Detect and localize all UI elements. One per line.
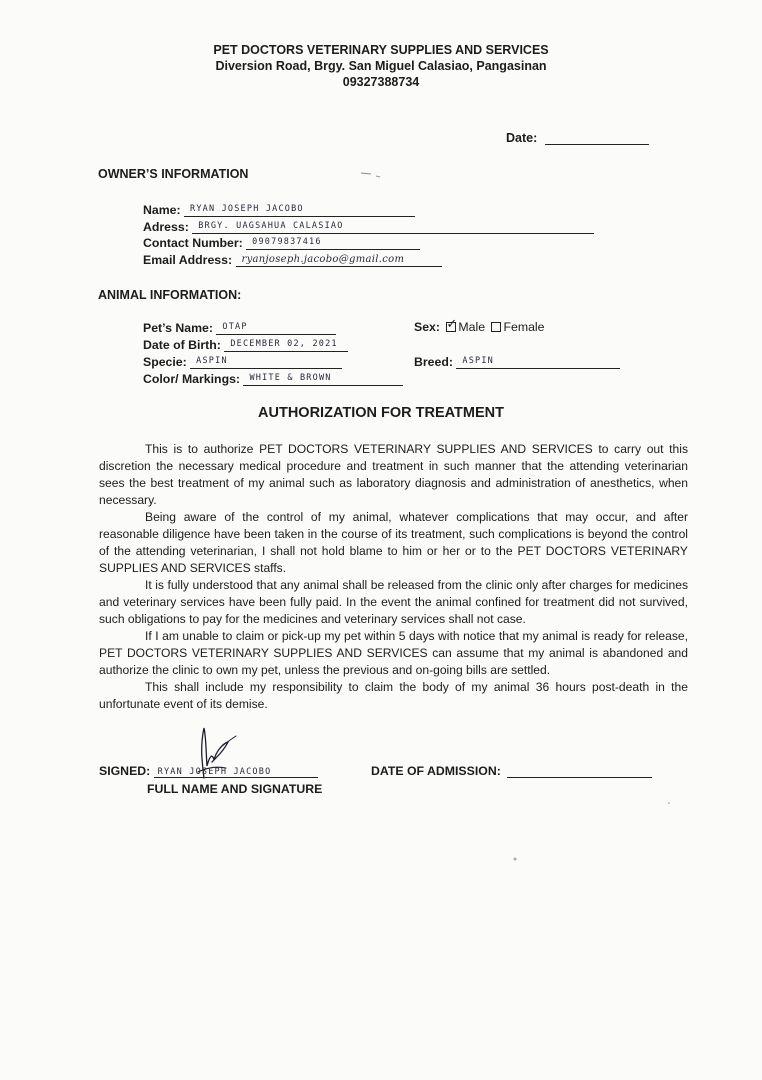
owner-contact-value: 09079837416 xyxy=(246,236,420,250)
checkmark-icon: ✓ xyxy=(446,316,458,331)
pet-color-label: Color/ Markings: xyxy=(143,372,241,386)
owner-email-value: ryanjoseph.jacobo@gmail.com xyxy=(236,253,442,267)
sex-female-label: Female xyxy=(503,320,545,334)
owner-contact-label: Contact Number: xyxy=(143,236,243,250)
pet-dob-value: DECEMBER 02, 2021 xyxy=(224,338,348,352)
signed-name-value: RYAN JOSEPH JACOBO xyxy=(154,767,318,778)
business-name: PET DOCTORS VETERINARY SUPPLIES AND SERVICES xyxy=(213,43,549,57)
pet-breed-value: ASPIN xyxy=(456,355,620,369)
pet-dob-label: Date of Birth: xyxy=(143,338,221,352)
owner-email-label: Email Address: xyxy=(143,253,233,267)
owner-name-value: RYAN JOSEPH JACOBO xyxy=(184,203,415,217)
business-phone: 09327388734 xyxy=(342,75,420,89)
owner-name-label: Name: xyxy=(143,203,181,217)
authorization-paragraph: It is fully understood that any animal shall be released from the clinic only after charges for medicines and veterinary services have been fully paid. In the event the animal confined for treatment did not survived, such obligations to pay for the medicines and veterinary services shall not case. xyxy=(99,578,688,626)
signed-label: SIGNED: xyxy=(99,764,151,778)
admission-date-label: DATE OF ADMISSION: xyxy=(371,764,501,778)
authorization-title: AUTHORIZATION FOR TREATMENT xyxy=(258,405,504,421)
pet-breed-label: Breed: xyxy=(414,355,453,369)
pet-sex-label: Sex: xyxy=(414,320,440,334)
owner-address-label: Adress: xyxy=(143,220,189,234)
pet-name-value: OTAP xyxy=(216,321,336,335)
animal-section-title: ANIMAL INFORMATION: xyxy=(98,288,242,302)
date-label: Date: xyxy=(506,131,538,145)
sex-male-label: Male xyxy=(458,320,486,334)
authorization-paragraph: If I am unable to claim or pick-up my pet within 5 days with notice that my animal is ready for release, PET DOCTORS VETERINARY SUPPLIES AND SERVICES can assume that my animal is abandoned and authorize the clinic to own my pet, unless the previous and on-going bills are settled. xyxy=(99,629,688,677)
authorization-paragraph: This is to authorize PET DOCTORS VETERINARY SUPPLIES AND SERVICES to carry out this discretion the necessary medical procedure and treatment in such manner that the attending veterinarian sees the best treatment of my animal such as laboratory diagnosis and administration of anesthetics, when necessary. xyxy=(99,442,688,507)
pet-specie-label: Specie: xyxy=(143,355,187,369)
owner-section-title: OWNER’S INFORMATION xyxy=(98,167,249,181)
pet-name-label: Pet’s Name: xyxy=(143,321,213,335)
signature-caption: FULL NAME AND SIGNATURE xyxy=(147,782,323,796)
business-address: Diversion Road, Brgy. San Miguel Calasiao, Pangasinan xyxy=(215,59,547,73)
owner-address-value: BRGY. UAGSAHUA CALASIAO xyxy=(192,220,594,234)
pet-specie-value: ASPIN xyxy=(190,355,342,369)
pet-color-value: WHITE & BROWN xyxy=(243,372,403,386)
authorization-paragraph: This shall include my responsibility to claim the body of my animal 36 hours post-death in the unfortunate event of its demise. xyxy=(99,680,688,711)
authorization-paragraph: Being aware of the control of my animal, whatever complications that may occur, and after reasonable diligence have been taken in the course of its treatment, such complications is beyond the control of the attending veterinarian, I shall not hold blame to him or her or to the PET DOCTORS VETERINARY SUPPLIES AND SERVICES staffs. xyxy=(99,510,688,575)
